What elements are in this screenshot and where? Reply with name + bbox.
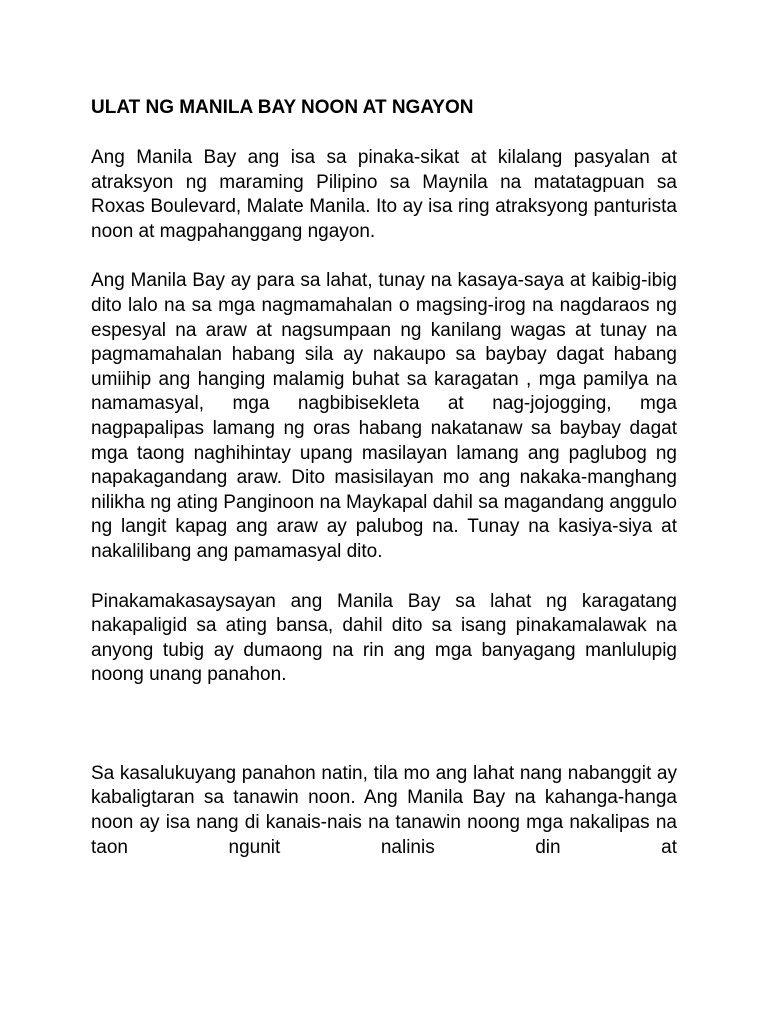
paragraph-4: Sa kasalukuyang panahon natin, tila mo ang lahat nang nabanggit ay kabaligtaran sa tanawin noon. Ang Manila Bay na kahanga-hanga noon ay isa nang di kanais-nais na tanawin noong mga nakalipas na taon ngunit nalinis din at [91,762,677,858]
document-title: ULAT NG MANILA BAY NOON AT NGAYON [91,97,474,118]
paragraph-1: Ang Manila Bay ang isa sa pinaka-sikat at kilalang pasyalan at atraksyon ng maraming Pilipino sa Maynila na matatagpuan sa Roxas Boulevard, Malate Manila. Ito ay isa ring atraksyong panturista noon at magpahanggang ngayon. [91,147,677,242]
blank-space [91,713,677,762]
paragraph-3: Pinakamakasaysayan ang Manila Bay sa lahat ng karagatang nakapaligid sa ating bansa, dahil dito sa isang pinakamalawak na anyong tubig ay dumaong na rin ang mga banyagang manlulupig noong unang panahon. [91,590,677,686]
document-page [91,96,677,885]
paragraph-2: Ang Manila Bay ay para sa lahat, tunay na kasaya-saya at kaibig-ibig dito lalo na sa mga nagmamahalan o magsing-irog na nagdaraos ng espesyal na araw at nagsumpaan ng kanilang wagas at tunay na pagmamahalan habang sila ay nakaupo sa baybay dagat habang umiihip ang hanging malamig buhat sa karagatan , mga pamilya na namamasyal, mga nagbibisekleta at nag-jojogging, mga nagpapalipas lamang ng oras habang nakatanaw sa baybay dagat mga taong naghihintay upang masilayan lamang ang paglubog ng napakagandang araw. Dito masisilayan mo ang nakaka-manghang nilikha ng ating Panginoon na Maykapal dahil sa magandang anggulo ng langit kapag ang araw ay palubog na. Tunay na kasiya-siya at nakalilibang ang pamamasyal dito. [91,270,677,562]
